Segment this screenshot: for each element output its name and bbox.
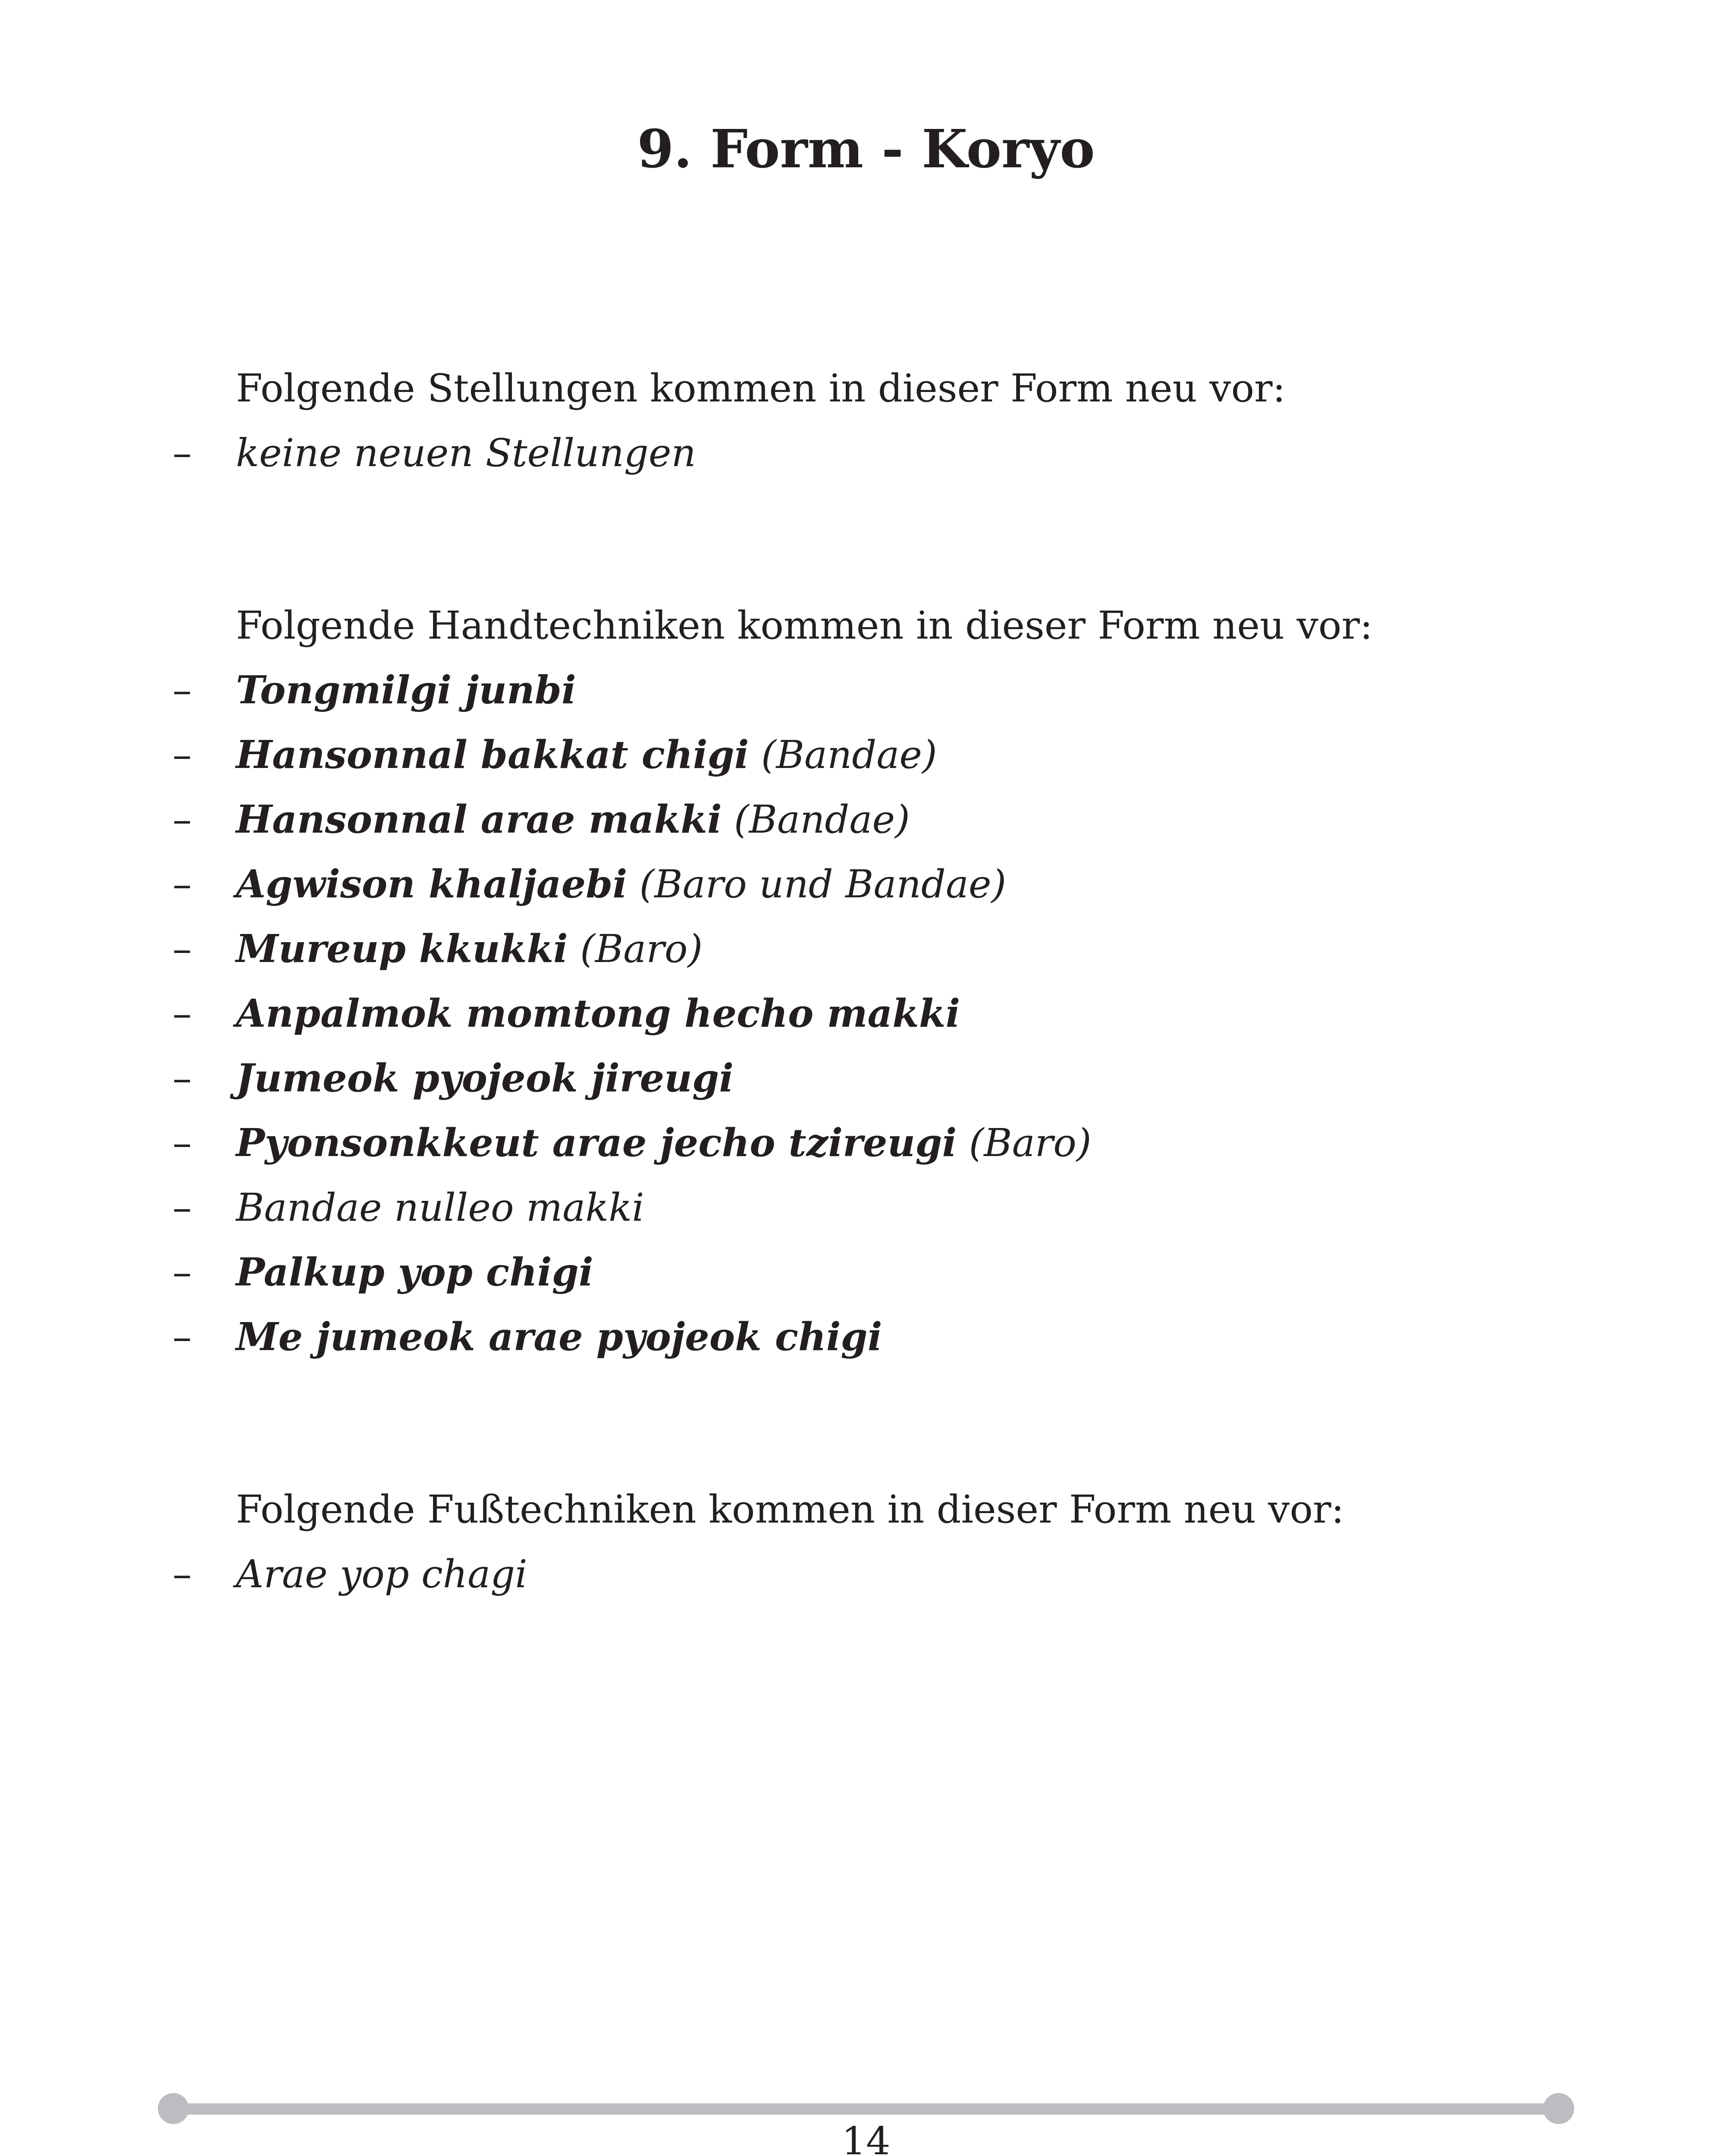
list-item-note: (Baro) — [957, 1120, 1092, 1165]
list-dash: – — [173, 1185, 192, 1230]
page-number: 14 — [841, 2118, 891, 2156]
list-item-text: Mureup kkukki — [236, 926, 568, 971]
section-intro-handtechniken: Folgende Handtechniken kommen in dieser Form neu vor: — [236, 603, 1373, 648]
list-item — [0, 1311, 1732, 1363]
list-dash: – — [173, 1250, 192, 1294]
list-dash: – — [173, 732, 192, 777]
list-item-note: (Bandae) — [749, 732, 937, 777]
list-item — [0, 1548, 1732, 1600]
list-item — [0, 1052, 1732, 1104]
list-item-text: Arae yop chagi — [236, 1551, 527, 1596]
list-item-text: Pyonsonkkeut arae jecho tzireugi — [236, 1120, 957, 1165]
list-item — [0, 858, 1732, 910]
list-item-note: (Bandae) — [722, 797, 910, 842]
list-item-text: Anpalmok momtong hecho makki — [236, 990, 960, 1036]
list-item-text: Me jumeok arae pyojeok chigi — [236, 1314, 882, 1359]
list-dash: – — [173, 926, 192, 971]
list-dash: – — [173, 430, 192, 475]
list-item — [0, 987, 1732, 1039]
list-item — [0, 427, 1732, 479]
list-dash: – — [173, 1314, 192, 1359]
list-item-text: Hansonnal arae makki — [236, 796, 722, 842]
list-item-note: (Baro und Bandae) — [627, 862, 1007, 906]
list-item — [0, 664, 1732, 716]
list-item-text: keine neuen Stellungen — [236, 430, 696, 475]
list-dash: – — [173, 667, 192, 712]
list-item-text: Palkup yop chigi — [236, 1249, 593, 1294]
list-dash: – — [173, 1120, 192, 1165]
page-title: 9. Form - Koryo — [637, 118, 1095, 180]
list-dash: – — [173, 862, 192, 906]
list-dash: – — [173, 1056, 192, 1100]
list-item — [0, 923, 1732, 975]
list-item-text: Agwison khaljaebi — [236, 861, 628, 906]
list-dash: – — [173, 1551, 192, 1596]
list-item-note: (Baro) — [568, 926, 703, 971]
list-dash: – — [173, 991, 192, 1036]
list-item-text: Hansonnal bakkat chigi — [236, 732, 749, 777]
list-item-text: Jumeok pyojeok jireugi — [236, 1055, 734, 1100]
list-dash: – — [173, 797, 192, 842]
list-item-text: Bandae nulleo makki — [236, 1185, 644, 1230]
section-intro-stellungen: Folgende Stellungen kommen in dieser Form neu vor: — [236, 366, 1286, 411]
list-item — [0, 729, 1732, 780]
list-item — [0, 1117, 1732, 1169]
list-item — [0, 793, 1732, 845]
list-item — [0, 1181, 1732, 1233]
list-item-text: Tongmilgi junbi — [236, 667, 576, 712]
list-item — [0, 1246, 1732, 1298]
section-intro-fusstechniken: Folgende Fußtechniken kommen in dieser Form neu vor: — [236, 1487, 1344, 1532]
